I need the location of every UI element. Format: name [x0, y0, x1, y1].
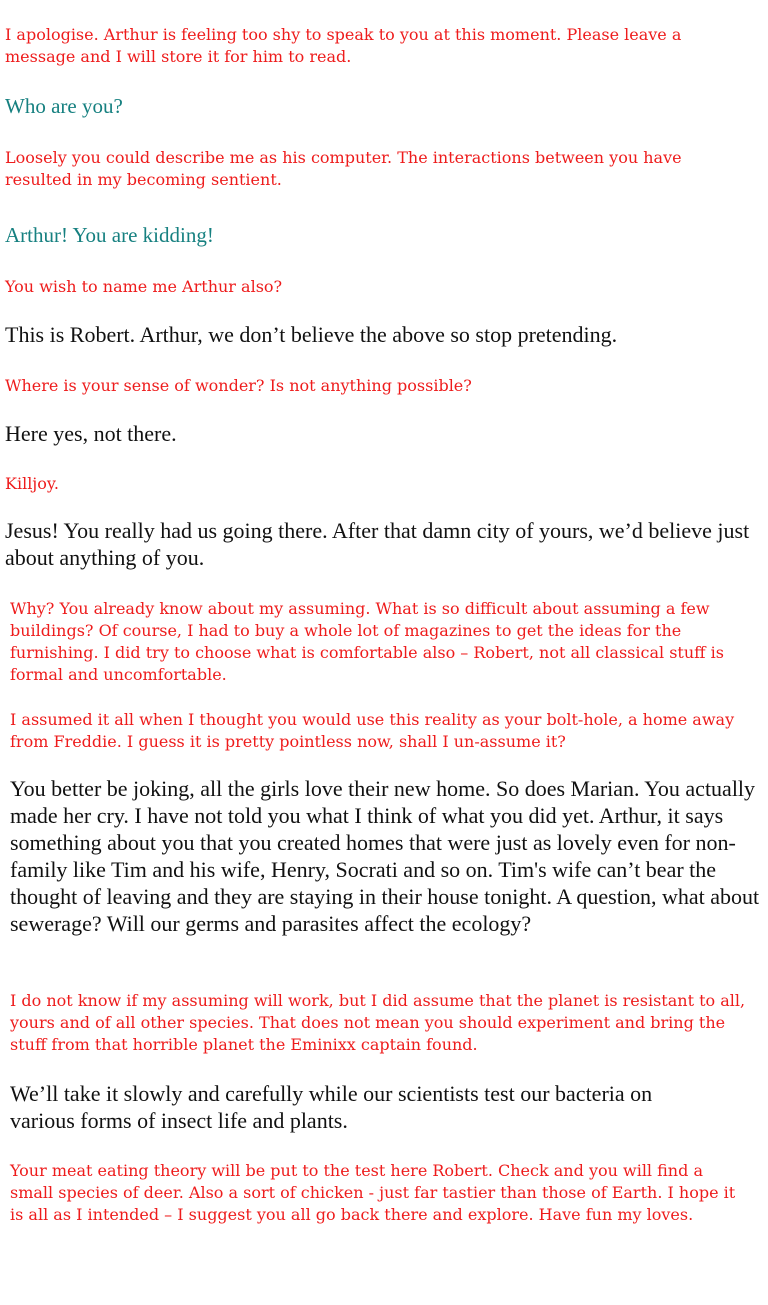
- robert-message: Here yes, not there.: [5, 421, 177, 446]
- arthur-message: Arthur! You are kidding!: [5, 223, 214, 247]
- computer-message: I do not know if my assuming will work, but I did assume that the planet is resistant to all, yours and of all other species. That does not mean you should experiment and bring the stuff from that horrible planet the Eminixx captain found.: [10, 991, 746, 1054]
- computer-message: Your meat eating theory will be put to the test here Robert. Check and you will find a small species of deer. Also a sort of chicken - just far tastier than those of Earth. I hope it is all as I intended – I suggest you all go back there and explore. Have fun my loves.: [10, 1161, 736, 1224]
- computer-message: I assumed it all when I thought you would use this reality as your bolt-hole, a home away from Freddie. I guess it is pretty pointless now, shall I un-assume it?: [10, 710, 735, 751]
- robert-message: This is Robert. Arthur, we don’t believe the above so stop pretending.: [5, 322, 618, 347]
- computer-message: You wish to name me Arthur also?: [5, 277, 283, 296]
- robert-message: We’ll take it slowly and carefully while our scientists test our bacteria on various forms of insect life and plants.: [10, 1081, 653, 1133]
- computer-message: Killjoy.: [5, 474, 59, 493]
- arthur-message: Who are you?: [5, 94, 123, 118]
- computer-message: Loosely you could describe me as his computer. The interactions between you have resulted in my becoming sentient.: [5, 148, 682, 189]
- robert-message: Jesus! You really had us going there. After that damn city of yours, we’d believe just about anything of you.: [5, 518, 750, 570]
- computer-message: Why? You already know about my assuming. What is so difficult about assuming a few buildings? Of course, I had to buy a whole lot of magazines to get the ideas for the furnishing. I did try to choose what is comfortable also – Robert, not all classical stuff is formal and uncomfortable.: [10, 599, 724, 684]
- robert-message: You better be joking, all the girls love their new home. So does Marian. You actually made her cry. I have not told you what I think of what you did yet. Arthur, it says something about you that you created homes that were just as lovely even for non-family like Tim and his wife, Henry, Socrati and so on. Tim's wife can’t bear the thought of leaving and they are staying in their house tonight. A question, what about sewerage? Will our germs and parasites affect the ecology?: [10, 776, 760, 936]
- computer-message: Where is your sense of wonder? Is not anything possible?: [5, 376, 472, 395]
- computer-message: I apologise. Arthur is feeling too shy to speak to you at this moment. Please leave a message and I will store it for him to read.: [5, 25, 682, 66]
